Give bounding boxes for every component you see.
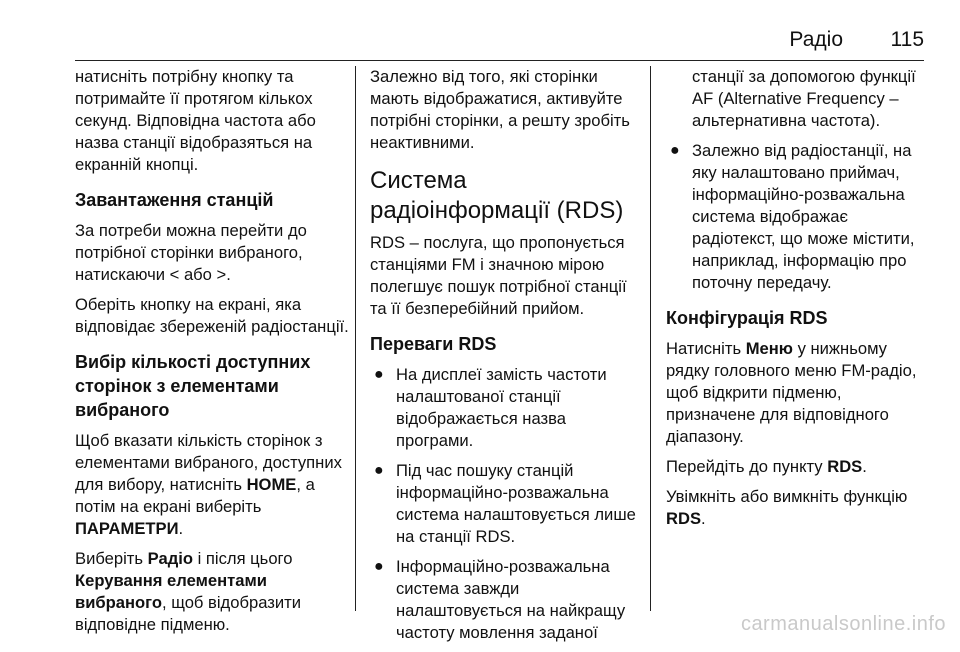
heading-rds-config: Конфігурація RDS bbox=[666, 308, 828, 328]
column-3 bbox=[666, 66, 926, 538]
list-item-text: Під час пошуку станцій інформаційно-розважальна система налаштовується лише на станції RDS. bbox=[396, 461, 636, 546]
col3-paragraph-1: станції за допомогою функції AF (Alternative Frequency – альтернативна частота). bbox=[692, 67, 916, 130]
col3-paragraph-2 bbox=[666, 338, 926, 448]
list-item bbox=[666, 140, 926, 294]
bullet-icon: ● bbox=[374, 366, 384, 383]
header-rule bbox=[75, 60, 924, 61]
text: у нижньому рядку головного меню FM-радіо, щоб відкрити підменю, призначене для відповідного діапазону. bbox=[666, 339, 917, 446]
column-2 bbox=[370, 66, 640, 652]
col1-paragraph-3: Оберіть кнопку на екрані, яка відповідає збереженій радіостанції. bbox=[75, 295, 349, 336]
column-1 bbox=[75, 66, 355, 644]
column-divider-2 bbox=[650, 66, 651, 611]
text: . bbox=[701, 509, 706, 528]
text: . bbox=[862, 457, 867, 476]
col1-paragraph-2: За потреби можна перейти до потрібної сторінки вибраного, натискаючи < або >. bbox=[75, 221, 307, 284]
list-item-text: Залежно від радіостанції, на яку налаштовано приймач, інформаційно-розважальна система відображає радіотекст, що може містити, наприклад, інформацію про поточну передачу. bbox=[692, 141, 915, 292]
heading-favourite-pages: Вибір кількості доступних сторінок з елементами вибраного bbox=[75, 352, 311, 420]
text: . bbox=[178, 519, 184, 538]
settings-ref: ПАРАМЕТРИ bbox=[75, 519, 179, 538]
text: Виберіть bbox=[75, 549, 148, 568]
col2-paragraph-2: RDS – послуга, що пропонується станціями FM і значною мірою полегшує пошук потрібної станції та її безперебійний прийом. bbox=[370, 233, 627, 318]
bullet-icon: ● bbox=[670, 142, 680, 159]
list-item bbox=[370, 364, 640, 452]
list-item-text: Інформаційно-розважальна система завжди налаштовується на найкращу частоту мовлення заданої bbox=[396, 557, 626, 642]
col1-paragraph-5 bbox=[75, 548, 355, 636]
rds-advantages-list bbox=[370, 364, 640, 644]
text: Щоб вказати кількість сторінок з елементами вибраного, доступних для вибору, натисніть bbox=[75, 431, 342, 494]
text: Перейдіть до пункту bbox=[666, 457, 828, 476]
list-item bbox=[370, 556, 640, 644]
page-header bbox=[0, 18, 960, 58]
radio-ref: Радіо bbox=[147, 549, 194, 568]
text: Натисніть bbox=[666, 339, 746, 358]
column-divider-1 bbox=[355, 66, 356, 611]
heading-rds: Система радіоінформації (RDS) bbox=[370, 167, 624, 224]
text: і після цього bbox=[193, 549, 293, 568]
col3-paragraph-4 bbox=[666, 486, 926, 530]
menu-ref: Меню bbox=[745, 339, 793, 358]
text: , а потім на екрані виберіть bbox=[75, 475, 315, 516]
col3-paragraph-3 bbox=[666, 456, 926, 478]
rds-ref: RDS bbox=[827, 457, 863, 476]
page-section-title: Радіо bbox=[789, 28, 843, 51]
rds-advantages-list-cont bbox=[666, 140, 926, 294]
heading-load-stations: Завантаження станцій bbox=[75, 190, 274, 210]
text: Увімкніть або вимкніть функцію bbox=[666, 487, 908, 506]
favourites-management-ref: Керування елементами вибраного bbox=[75, 571, 267, 612]
col2-paragraph-1: Залежно від того, які сторінки мають відображатися, активуйте потрібні сторінки, а решту зробіть неактивними. bbox=[370, 67, 630, 152]
list-item-text: На дисплеї замість частоти налаштованої станції відображається назва програми. bbox=[396, 365, 607, 450]
rds-ref: RDS bbox=[666, 509, 702, 528]
bullet-icon: ● bbox=[374, 558, 384, 575]
list-item bbox=[370, 460, 640, 548]
page-number: 115 bbox=[890, 28, 924, 51]
text: , щоб відобразити відповідне підменю. bbox=[75, 593, 301, 634]
bullet-icon: ● bbox=[374, 462, 384, 479]
col1-paragraph-1: натисніть потрібну кнопку та потримайте її протягом кількох секунд. Відповідна частота або назва станції відобразяться на екранній кнопці. bbox=[75, 67, 316, 174]
heading-rds-advantages: Переваги RDS bbox=[370, 334, 497, 354]
watermark: carmanualsonline.info bbox=[740, 613, 946, 635]
home-button-ref: HOME bbox=[246, 475, 297, 494]
col1-paragraph-4 bbox=[75, 430, 355, 540]
